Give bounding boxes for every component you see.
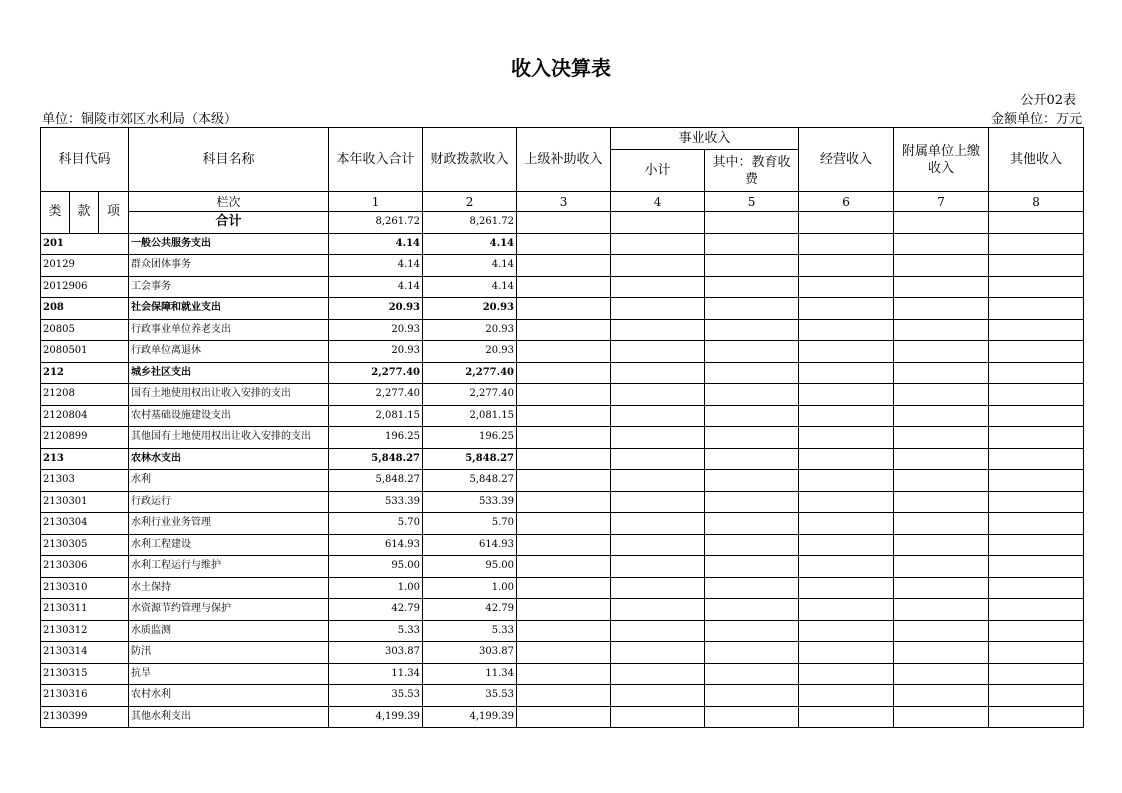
row-empty-cell: [799, 319, 894, 341]
row-empty-cell: [799, 513, 894, 535]
row-total-income: 20.93: [329, 341, 423, 363]
row-code: 2130399: [41, 706, 129, 728]
row-name: 行政单位离退休: [129, 341, 329, 363]
row-empty-cell: [894, 405, 989, 427]
col-no: 8: [989, 192, 1084, 212]
row-total-income: 4.14: [329, 276, 423, 298]
table-row: [41, 341, 1084, 363]
row-empty-cell: [989, 577, 1084, 599]
row-empty-cell: [989, 427, 1084, 449]
row-empty-cell: [894, 491, 989, 513]
row-empty-cell: [894, 298, 989, 320]
row-empty-cell: [517, 233, 611, 255]
row-empty-cell: [799, 362, 894, 384]
row-empty-cell: [705, 255, 799, 277]
table-row: [41, 233, 1084, 255]
header-total-income: 本年收入合计: [329, 128, 423, 192]
row-empty-cell: [989, 556, 1084, 578]
row-name: 行政运行: [129, 491, 329, 513]
table-row: [41, 577, 1084, 599]
row-empty-cell: [517, 298, 611, 320]
row-name: 水资源节约管理与保护: [129, 599, 329, 621]
row-empty-cell: [989, 341, 1084, 363]
row-empty-cell: [799, 620, 894, 642]
row-code: 2130306: [41, 556, 129, 578]
row-total-income: 20.93: [329, 319, 423, 341]
table-row: [41, 642, 1084, 664]
row-name: 水质监测: [129, 620, 329, 642]
row-name: 农林水支出: [129, 448, 329, 470]
row-empty-cell: [799, 276, 894, 298]
row-empty-cell: [989, 620, 1084, 642]
row-code: 2130316: [41, 685, 129, 707]
row-empty-cell: [517, 319, 611, 341]
row-total-income: 4,199.39: [329, 706, 423, 728]
col-no: 7: [894, 192, 989, 212]
row-empty-cell: [517, 556, 611, 578]
row-empty-cell: [989, 384, 1084, 406]
row-total-income: 2,277.40: [329, 384, 423, 406]
row-empty-cell: [989, 706, 1084, 728]
row-fiscal: 2,081.15: [423, 405, 517, 427]
total-label: 合计: [129, 212, 329, 234]
row-empty-cell: [894, 706, 989, 728]
row-total-income: 4.14: [329, 233, 423, 255]
row-empty-cell: [989, 448, 1084, 470]
row-empty-cell: [517, 362, 611, 384]
row-empty-cell: [517, 427, 611, 449]
row-empty-cell: [611, 599, 705, 621]
row-fiscal: 4.14: [423, 255, 517, 277]
row-total-income: 5.33: [329, 620, 423, 642]
row-code: 21303: [41, 470, 129, 492]
header-other: 其他收入: [989, 128, 1084, 192]
row-fiscal: 2,277.40: [423, 384, 517, 406]
row-empty-cell: [611, 491, 705, 513]
row-empty-cell: [517, 255, 611, 277]
table-row: [41, 556, 1084, 578]
row-empty-cell: [989, 513, 1084, 535]
row-empty-cell: [705, 491, 799, 513]
table-row: [41, 362, 1084, 384]
row-empty-cell: [799, 642, 894, 664]
row-empty-cell: [894, 362, 989, 384]
row-empty-cell: [705, 405, 799, 427]
row-code: 2120899: [41, 427, 129, 449]
row-name: 水利行业业务管理: [129, 513, 329, 535]
row-code: 2130305: [41, 534, 129, 556]
row-fiscal: 533.39: [423, 491, 517, 513]
row-name: 一般公共服务支出: [129, 233, 329, 255]
table-row: [41, 384, 1084, 406]
row-empty-cell: [894, 642, 989, 664]
row-empty-cell: [894, 685, 989, 707]
row-empty-cell: [894, 341, 989, 363]
row-empty-cell: [611, 427, 705, 449]
row-name: 其他国有土地使用权出让收入安排的支出: [129, 427, 329, 449]
row-empty-cell: [611, 448, 705, 470]
row-total-income: 4.14: [329, 255, 423, 277]
row-empty-cell: [894, 255, 989, 277]
row-empty-cell: [799, 685, 894, 707]
header-superior-subsidy: 上级补助收入: [517, 128, 611, 192]
row-fiscal: 196.25: [423, 427, 517, 449]
row-total-income: 35.53: [329, 685, 423, 707]
row-empty-cell: [611, 470, 705, 492]
income-table: [40, 127, 1084, 728]
row-empty-cell: [989, 298, 1084, 320]
row-fiscal: 2,277.40: [423, 362, 517, 384]
row-fiscal: 614.93: [423, 534, 517, 556]
row-empty-cell: [611, 534, 705, 556]
row-empty-cell: [799, 470, 894, 492]
header-subject-name: 科目名称: [129, 128, 329, 192]
row-code: 2130314: [41, 642, 129, 664]
row-code: 2080501: [41, 341, 129, 363]
row-code: 208: [41, 298, 129, 320]
row-empty-cell: [517, 384, 611, 406]
table-row: [41, 470, 1084, 492]
header-xiang: 项: [99, 192, 129, 234]
row-empty-cell: [989, 276, 1084, 298]
row-empty-cell: [989, 319, 1084, 341]
table-row: [41, 255, 1084, 277]
row-empty-cell: [894, 577, 989, 599]
row-empty-cell: [799, 534, 894, 556]
col-no: 1: [329, 192, 423, 212]
row-fiscal: 5,848.27: [423, 448, 517, 470]
row-empty-cell: [705, 384, 799, 406]
row-fiscal: 4.14: [423, 233, 517, 255]
row-empty-cell: [894, 620, 989, 642]
row-empty-cell: [705, 276, 799, 298]
header-kuan: 款: [70, 192, 99, 234]
table-row: [41, 599, 1084, 621]
row-name: 防汛: [129, 642, 329, 664]
row-empty-cell: [799, 233, 894, 255]
row-empty-cell: [705, 427, 799, 449]
row-total-income: 11.34: [329, 663, 423, 685]
row-empty-cell: [517, 620, 611, 642]
row-empty-cell: [989, 362, 1084, 384]
row-empty-cell: [517, 685, 611, 707]
row-fiscal: 42.79: [423, 599, 517, 621]
row-empty-cell: [894, 534, 989, 556]
row-empty-cell: [894, 470, 989, 492]
row-empty-cell: [799, 706, 894, 728]
row-fiscal: 20.93: [423, 319, 517, 341]
col-no: 3: [517, 192, 611, 212]
row-fiscal: 1.00: [423, 577, 517, 599]
row-total-income: 614.93: [329, 534, 423, 556]
total-income-value: 8,261.72: [329, 212, 423, 234]
row-name: 社会保障和就业支出: [129, 298, 329, 320]
row-empty-cell: [517, 642, 611, 664]
row-code: 20805: [41, 319, 129, 341]
header-education: 其中：教育收费: [705, 150, 799, 192]
row-total-income: 20.93: [329, 298, 423, 320]
row-name: 水利工程建设: [129, 534, 329, 556]
header-affiliated: 附属单位上缴收入: [894, 128, 989, 192]
row-name: 水土保持: [129, 577, 329, 599]
row-empty-cell: [989, 642, 1084, 664]
row-empty-cell: [517, 706, 611, 728]
row-total-income: 95.00: [329, 556, 423, 578]
row-empty-cell: [611, 276, 705, 298]
row-empty-cell: [705, 233, 799, 255]
table-row: [41, 427, 1084, 449]
row-code: 2130304: [41, 513, 129, 535]
row-code: 2012906: [41, 276, 129, 298]
row-empty-cell: [611, 341, 705, 363]
row-name: 农村基础设施建设支出: [129, 405, 329, 427]
row-empty-cell: [517, 534, 611, 556]
row-empty-cell: [799, 298, 894, 320]
row-total-income: 533.39: [329, 491, 423, 513]
row-fiscal: 4,199.39: [423, 706, 517, 728]
row-name: 行政事业单位养老支出: [129, 319, 329, 341]
row-empty-cell: [611, 319, 705, 341]
row-empty-cell: [517, 599, 611, 621]
row-empty-cell: [799, 427, 894, 449]
report-title: 收入决算表: [511, 56, 611, 80]
row-empty-cell: [799, 599, 894, 621]
col-no: 5: [705, 192, 799, 212]
row-empty-cell: [705, 534, 799, 556]
row-empty-cell: [705, 448, 799, 470]
row-empty-cell: [705, 642, 799, 664]
row-empty-cell: [705, 298, 799, 320]
row-total-income: 2,081.15: [329, 405, 423, 427]
row-total-income: 5,848.27: [329, 448, 423, 470]
form-number: 公开02表: [1020, 93, 1076, 108]
row-total-income: 196.25: [329, 427, 423, 449]
row-empty-cell: [989, 470, 1084, 492]
row-empty-cell: [799, 448, 894, 470]
row-empty-cell: [799, 577, 894, 599]
row-empty-cell: [611, 556, 705, 578]
row-fiscal: 4.14: [423, 276, 517, 298]
row-fiscal: 95.00: [423, 556, 517, 578]
row-total-income: 5.70: [329, 513, 423, 535]
row-code: 2130310: [41, 577, 129, 599]
table-row: [41, 513, 1084, 535]
row-fiscal: 11.34: [423, 663, 517, 685]
row-total-income: 1.00: [329, 577, 423, 599]
table-row: [41, 491, 1084, 513]
row-name: 水利工程运行与维护: [129, 556, 329, 578]
row-empty-cell: [894, 599, 989, 621]
row-fiscal: 5.70: [423, 513, 517, 535]
row-empty-cell: [611, 384, 705, 406]
row-empty-cell: [611, 577, 705, 599]
row-fiscal: 35.53: [423, 685, 517, 707]
row-code: 20129: [41, 255, 129, 277]
row-empty-cell: [894, 319, 989, 341]
row-empty-cell: [705, 470, 799, 492]
row-empty-cell: [799, 556, 894, 578]
row-empty-cell: [989, 491, 1084, 513]
row-empty-cell: [705, 663, 799, 685]
row-code: 2130315: [41, 663, 129, 685]
table-row: [41, 685, 1084, 707]
row-empty-cell: [799, 341, 894, 363]
row-empty-cell: [611, 706, 705, 728]
row-code: 201: [41, 233, 129, 255]
row-empty-cell: [989, 599, 1084, 621]
amount-unit: 金额单位：万元: [990, 112, 1082, 127]
row-empty-cell: [517, 663, 611, 685]
row-empty-cell: [517, 341, 611, 363]
row-name: 城乡社区支出: [129, 362, 329, 384]
row-code: 2130301: [41, 491, 129, 513]
row-fiscal: 5.33: [423, 620, 517, 642]
total-fiscal-value: 8,261.72: [423, 212, 517, 234]
row-empty-cell: [705, 599, 799, 621]
row-empty-cell: [611, 233, 705, 255]
row-fiscal: 5,848.27: [423, 470, 517, 492]
row-empty-cell: [611, 620, 705, 642]
table-row: [41, 663, 1084, 685]
row-empty-cell: [894, 384, 989, 406]
header-subject-code: 科目代码: [41, 128, 129, 192]
col-no: 2: [423, 192, 517, 212]
header-lei: 类: [41, 192, 70, 234]
row-code: 21208: [41, 384, 129, 406]
row-total-income: 42.79: [329, 599, 423, 621]
row-total-income: 303.87: [329, 642, 423, 664]
row-empty-cell: [517, 491, 611, 513]
row-empty-cell: [894, 233, 989, 255]
row-code: 212: [41, 362, 129, 384]
row-empty-cell: [611, 513, 705, 535]
row-empty-cell: [799, 255, 894, 277]
row-name: 工会事务: [129, 276, 329, 298]
table-row: [41, 405, 1084, 427]
row-empty-cell: [894, 276, 989, 298]
column-label: 栏次: [129, 192, 329, 212]
row-code: 2120804: [41, 405, 129, 427]
header-operating: 经营收入: [799, 128, 894, 192]
row-empty-cell: [989, 233, 1084, 255]
row-name: 其他水利支出: [129, 706, 329, 728]
row-empty-cell: [611, 362, 705, 384]
row-name: 抗旱: [129, 663, 329, 685]
row-empty-cell: [611, 255, 705, 277]
row-empty-cell: [611, 298, 705, 320]
row-empty-cell: [894, 427, 989, 449]
col-no: 4: [611, 192, 705, 212]
row-empty-cell: [799, 491, 894, 513]
row-empty-cell: [705, 556, 799, 578]
row-fiscal: 303.87: [423, 642, 517, 664]
row-name: 群众团体事务: [129, 255, 329, 277]
row-empty-cell: [705, 341, 799, 363]
row-name: 国有土地使用权出让收入安排的支出: [129, 384, 329, 406]
row-name: 水利: [129, 470, 329, 492]
table-row: [41, 534, 1084, 556]
row-empty-cell: [517, 276, 611, 298]
row-empty-cell: [989, 685, 1084, 707]
row-empty-cell: [611, 685, 705, 707]
header-fiscal: 财政拨款收入: [423, 128, 517, 192]
row-empty-cell: [611, 642, 705, 664]
row-empty-cell: [705, 685, 799, 707]
table-row: [41, 706, 1084, 728]
col-no: 6: [799, 192, 894, 212]
row-total-income: 5,848.27: [329, 470, 423, 492]
row-fiscal: 20.93: [423, 341, 517, 363]
row-empty-cell: [989, 255, 1084, 277]
row-empty-cell: [517, 405, 611, 427]
row-code: 213: [41, 448, 129, 470]
table-row: [41, 276, 1084, 298]
row-empty-cell: [705, 620, 799, 642]
row-empty-cell: [611, 405, 705, 427]
row-empty-cell: [517, 470, 611, 492]
row-empty-cell: [894, 448, 989, 470]
row-empty-cell: [705, 319, 799, 341]
row-empty-cell: [517, 448, 611, 470]
table-row: [41, 319, 1084, 341]
table-row: [41, 298, 1084, 320]
row-empty-cell: [517, 513, 611, 535]
header-business: 事业收入: [611, 128, 799, 150]
row-empty-cell: [705, 706, 799, 728]
row-total-income: 2,277.40: [329, 362, 423, 384]
row-empty-cell: [799, 663, 894, 685]
reporting-unit: 单位：铜陵市郊区水利局（本级）: [42, 112, 238, 127]
row-empty-cell: [989, 534, 1084, 556]
row-fiscal: 20.93: [423, 298, 517, 320]
table-row: [41, 448, 1084, 470]
row-empty-cell: [989, 405, 1084, 427]
row-empty-cell: [989, 663, 1084, 685]
row-empty-cell: [799, 384, 894, 406]
row-empty-cell: [894, 556, 989, 578]
row-code: 2130312: [41, 620, 129, 642]
row-empty-cell: [894, 513, 989, 535]
row-empty-cell: [611, 663, 705, 685]
row-empty-cell: [517, 577, 611, 599]
table-row: [41, 620, 1084, 642]
row-name: 农村水利: [129, 685, 329, 707]
row-empty-cell: [705, 362, 799, 384]
row-code: 2130311: [41, 599, 129, 621]
row-empty-cell: [705, 577, 799, 599]
row-empty-cell: [799, 405, 894, 427]
total-row: [41, 212, 1084, 234]
row-empty-cell: [894, 663, 989, 685]
header-subtotal: 小计: [611, 150, 705, 192]
row-empty-cell: [705, 513, 799, 535]
